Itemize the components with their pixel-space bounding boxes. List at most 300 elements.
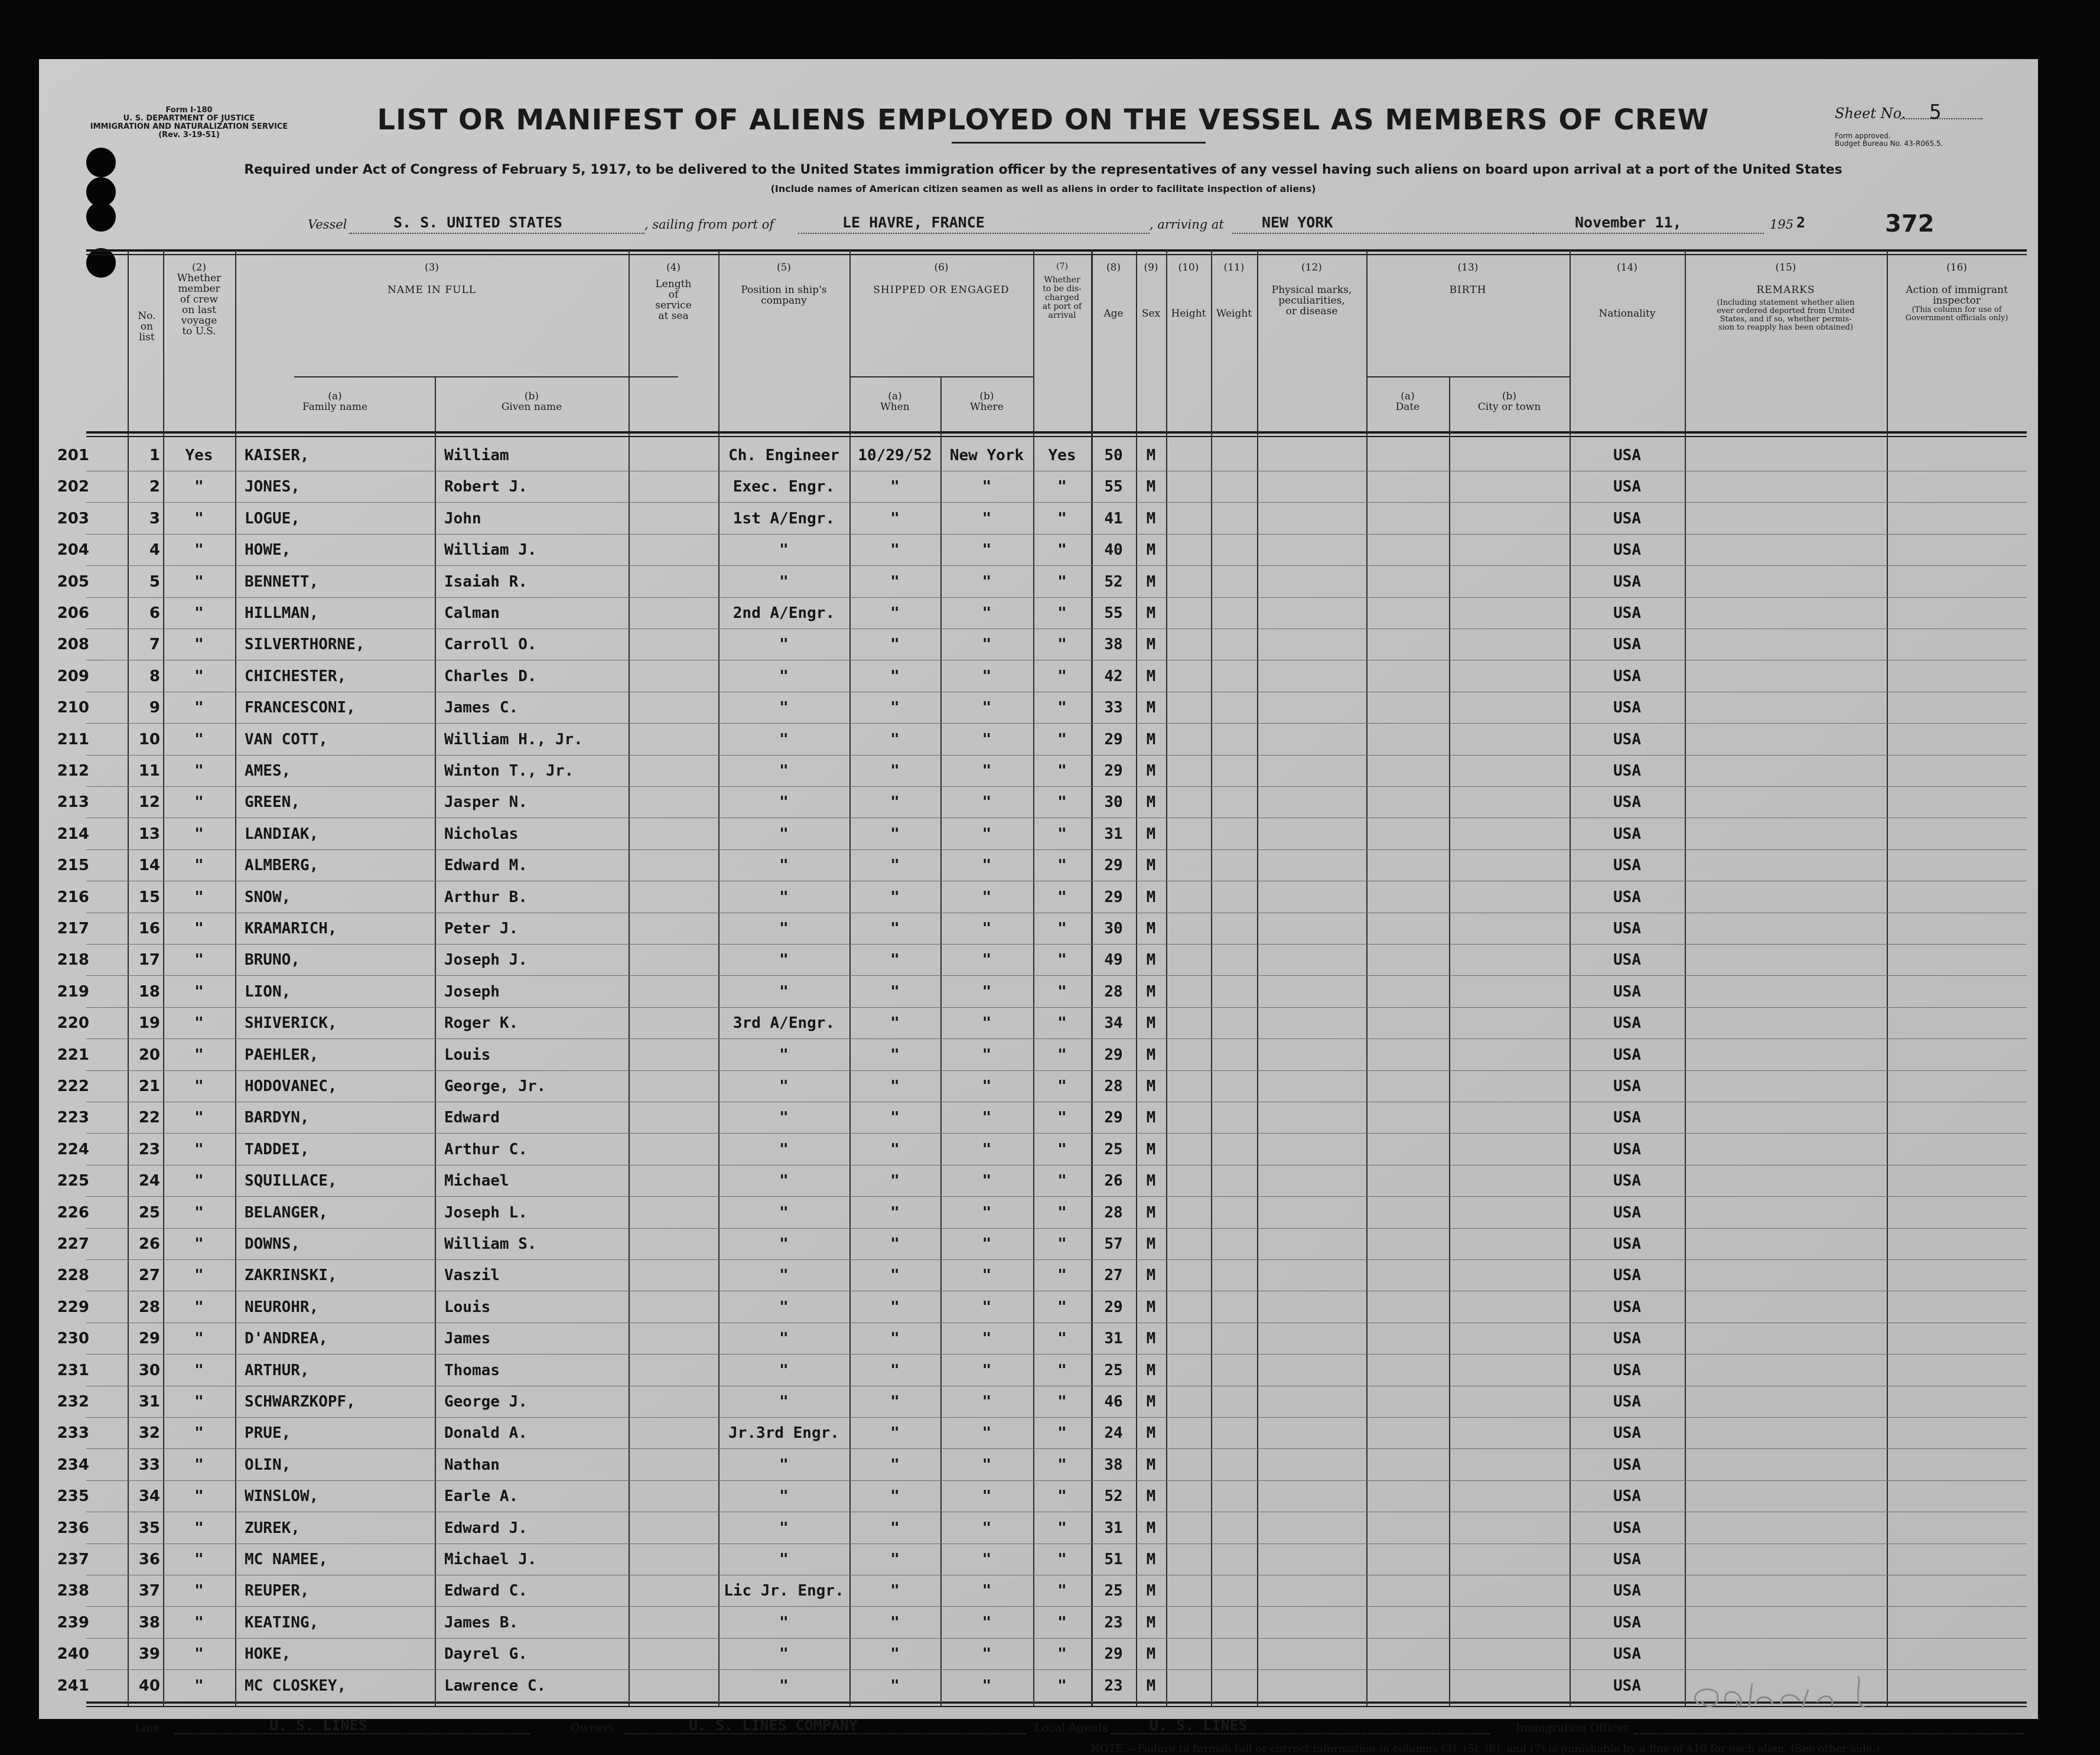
- nationality-cell: USA: [1613, 1109, 1641, 1127]
- col-header-birth: (13) BIRTH: [1449, 262, 1487, 296]
- position-cell: ": [779, 1361, 789, 1379]
- table-row: [57, 1512, 2027, 1544]
- sex-cell: M: [1146, 920, 1156, 937]
- col-header-position: (5) Position in ship's company: [741, 262, 827, 307]
- age-cell: 41: [1104, 509, 1123, 528]
- given-name-cell: Arthur C.: [444, 1140, 528, 1158]
- sex-cell: M: [1146, 1424, 1156, 1443]
- family-name-cell: SCHWARZKOPF,: [245, 1393, 356, 1411]
- sex-cell: M: [1146, 1172, 1156, 1190]
- age-cell: 27: [1104, 1266, 1123, 1285]
- position-cell: ": [779, 699, 789, 717]
- previous-voyage-cell: ": [194, 1140, 204, 1158]
- previous-voyage-cell: ": [194, 1582, 204, 1600]
- age-cell: 23: [1104, 1676, 1123, 1695]
- col-header-height: (10) Height: [1171, 262, 1206, 320]
- age-cell: 38: [1104, 1456, 1123, 1474]
- family-name-cell: WINSLOW,: [245, 1487, 319, 1506]
- discharge-at-arrival-cell: ": [1057, 920, 1067, 937]
- discharge-at-arrival-cell: ": [1057, 1298, 1067, 1316]
- given-name-cell: Edward M.: [444, 857, 528, 875]
- shipped-where-cell: ": [982, 604, 992, 622]
- given-name-cell: Nicholas: [444, 825, 519, 843]
- given-name-cell: George, Jr.: [444, 1077, 546, 1095]
- discharge-at-arrival-cell: ": [1057, 1172, 1067, 1190]
- given-name-cell: Joseph L.: [444, 1203, 528, 1222]
- position-cell: ": [779, 1551, 789, 1568]
- shipped-where-cell: ": [982, 1330, 992, 1348]
- stamp-number-cell: 213: [57, 793, 89, 812]
- table-row: [57, 1449, 2027, 1481]
- age-cell: 29: [1104, 1645, 1123, 1663]
- list-number-cell: 35: [138, 1519, 160, 1537]
- agents-value: U. S. LINES: [1150, 1717, 1248, 1734]
- position-cell: ": [779, 762, 789, 780]
- position-cell: Ch. Engineer: [728, 447, 839, 464]
- stamp-number-cell: 206: [57, 604, 89, 622]
- previous-voyage-cell: ": [194, 1613, 204, 1632]
- family-name-cell: HODOVANEC,: [245, 1077, 337, 1095]
- shipped-where-cell: ": [982, 857, 992, 875]
- table-row: [57, 566, 2027, 598]
- sex-cell: M: [1146, 1203, 1156, 1222]
- sex-cell: M: [1146, 1645, 1156, 1663]
- previous-voyage-cell: ": [194, 825, 204, 843]
- position-cell: ": [779, 793, 789, 812]
- given-name-cell: Peter J.: [444, 920, 519, 937]
- department-name: U. S. DEPARTMENT OF JUSTICE: [123, 114, 255, 123]
- previous-voyage-cell: ": [194, 667, 204, 685]
- discharge-at-arrival-cell: ": [1057, 699, 1067, 717]
- document-title: LIST OR MANIFEST OF ALIENS EMPLOYED ON THE VESSEL AS MEMBERS OF CREW: [377, 103, 1710, 136]
- sex-cell: M: [1146, 1456, 1156, 1474]
- list-number-cell: 13: [138, 825, 160, 843]
- sex-cell: M: [1146, 762, 1156, 780]
- stamp-number-cell: 201: [57, 447, 89, 464]
- previous-voyage-cell: ": [194, 1424, 204, 1443]
- shipped-where-cell: ": [982, 572, 992, 591]
- position-cell: ": [779, 1172, 789, 1190]
- list-number-cell: 15: [138, 888, 160, 906]
- previous-voyage-cell: ": [194, 951, 204, 969]
- col-header-family-name: (a) Family name: [302, 390, 368, 413]
- given-name-cell: James B.: [444, 1613, 519, 1632]
- table-row: [57, 1165, 2027, 1197]
- age-cell: 52: [1104, 572, 1123, 591]
- list-number-cell: 7: [149, 636, 160, 654]
- shipped-when-cell: ": [890, 1172, 900, 1190]
- previous-voyage-cell: ": [194, 1014, 204, 1033]
- stamp-number-cell: 209: [57, 667, 89, 685]
- shipped-where-cell: ": [982, 541, 992, 559]
- family-name-cell: BELANGER,: [245, 1203, 328, 1222]
- given-name-cell: Winton T., Jr.: [444, 762, 574, 780]
- previous-voyage-cell: ": [194, 1203, 204, 1222]
- position-cell: ": [779, 1645, 789, 1663]
- family-name-cell: KAISER,: [245, 447, 310, 464]
- shipped-where-cell: ": [982, 1613, 992, 1632]
- previous-voyage-cell: ": [194, 604, 204, 622]
- sex-cell: M: [1146, 1361, 1156, 1379]
- stamp-number-cell: 229: [57, 1298, 89, 1316]
- shipped-when-cell: ": [890, 572, 900, 591]
- shipped-when-cell: ": [890, 699, 900, 717]
- nationality-cell: USA: [1613, 1077, 1641, 1095]
- table-row: [57, 1291, 2027, 1323]
- previous-voyage-cell: ": [194, 857, 204, 875]
- previous-voyage-cell: ": [194, 699, 204, 717]
- family-name-cell: DOWNS,: [245, 1235, 300, 1253]
- table-row: [57, 439, 2027, 471]
- previous-voyage-cell: ": [194, 982, 204, 1001]
- col-header-inspector-action: (16) Action of immigrant inspector (This column for use of Government officials only): [1905, 262, 2008, 323]
- shipped-where-cell: ": [982, 1109, 992, 1127]
- manifest-sheet: [39, 59, 2038, 1755]
- position-cell: ": [779, 1298, 789, 1316]
- family-name-cell: NEUROHR,: [245, 1298, 319, 1316]
- age-cell: 31: [1104, 1330, 1123, 1348]
- nationality-cell: USA: [1613, 1361, 1641, 1379]
- family-name-cell: KRAMARICH,: [245, 920, 337, 937]
- stamp-number-cell: 205: [57, 572, 89, 591]
- table-row: [57, 944, 2027, 976]
- sex-cell: M: [1146, 793, 1156, 812]
- sex-cell: M: [1146, 1140, 1156, 1158]
- sex-cell: M: [1146, 1519, 1156, 1537]
- sex-cell: M: [1146, 1109, 1156, 1127]
- nationality-cell: USA: [1613, 447, 1641, 464]
- position-cell: ": [779, 1203, 789, 1222]
- revision-date: (Rev. 3-19-51): [158, 131, 220, 139]
- age-cell: 29: [1104, 1109, 1123, 1127]
- shipped-when-cell: ": [890, 604, 900, 622]
- sex-cell: M: [1146, 857, 1156, 875]
- sheet-label: Sheet No.: [1835, 105, 1906, 122]
- stamp-number-cell: 221: [57, 1046, 89, 1064]
- previous-voyage-cell: ": [194, 730, 204, 748]
- age-cell: 29: [1104, 857, 1123, 875]
- sex-cell: M: [1146, 1582, 1156, 1600]
- sex-cell: M: [1146, 1393, 1156, 1411]
- sex-cell: M: [1146, 604, 1156, 622]
- discharge-at-arrival-cell: ": [1057, 509, 1067, 528]
- shipped-when-cell: ": [890, 1361, 900, 1379]
- stamp-number-cell: 218: [57, 951, 89, 969]
- shipped-where-cell: ": [982, 1014, 992, 1033]
- discharge-at-arrival-cell: ": [1057, 1014, 1067, 1033]
- previous-voyage-cell: ": [194, 1361, 204, 1379]
- shipped-where-cell: ": [982, 1645, 992, 1663]
- shipped-where-cell: ": [982, 1077, 992, 1095]
- shipped-where-cell: ": [982, 951, 992, 969]
- family-name-cell: SNOW,: [245, 888, 291, 906]
- family-name-cell: ZAKRINSKI,: [245, 1266, 337, 1285]
- sex-cell: M: [1146, 1014, 1156, 1033]
- table-row: [57, 471, 2027, 503]
- given-name-cell: George J.: [444, 1393, 528, 1411]
- shipped-where-cell: ": [982, 1582, 992, 1600]
- shipped-when-cell: ": [890, 1456, 900, 1474]
- table-row: [57, 1638, 2027, 1670]
- shipped-when-cell: ": [890, 857, 900, 875]
- given-name-cell: John: [444, 509, 481, 528]
- given-name-cell: Arthur B.: [444, 888, 528, 906]
- family-name-cell: ALMBERG,: [245, 857, 319, 875]
- stamp-number-cell: 235: [57, 1487, 89, 1506]
- list-number-cell: 37: [138, 1582, 160, 1600]
- sex-cell: M: [1146, 825, 1156, 843]
- nationality-cell: USA: [1613, 1424, 1641, 1443]
- shipped-where-cell: ": [982, 825, 992, 843]
- list-number-cell: 17: [138, 951, 160, 969]
- discharge-at-arrival-cell: ": [1057, 1424, 1067, 1443]
- nationality-cell: USA: [1613, 1330, 1641, 1348]
- stamp-number-cell: 208: [57, 636, 89, 654]
- given-name-cell: Dayrel G.: [444, 1645, 528, 1663]
- nationality-cell: USA: [1613, 1046, 1641, 1064]
- owners-label: Owners: [571, 1721, 615, 1734]
- page-number: 372: [1885, 210, 1935, 237]
- stamp-number-cell: 211: [57, 730, 89, 748]
- list-number-cell: 27: [138, 1266, 160, 1285]
- discharge-at-arrival-cell: ": [1057, 1487, 1067, 1506]
- nationality-cell: USA: [1613, 1676, 1641, 1695]
- manifest-footer: [86, 1715, 2027, 1739]
- table-row: [57, 1070, 2027, 1102]
- given-name-cell: Vaszil: [444, 1266, 500, 1285]
- stamp-number-cell: 241: [57, 1676, 89, 1695]
- position-cell: ": [779, 1393, 789, 1411]
- given-name-cell: William J.: [444, 541, 537, 559]
- shipped-when-cell: ": [890, 1519, 900, 1537]
- position-cell: ": [779, 982, 789, 1001]
- officer-signature: [1681, 1672, 1988, 1719]
- position-cell: 3rd A/Engr.: [732, 1014, 835, 1033]
- table-row: [57, 786, 2027, 818]
- sailing-port: LE HAVRE, FRANCE: [842, 214, 985, 231]
- sheet-number: [1835, 100, 1942, 124]
- stamp-number-cell: 226: [57, 1203, 89, 1222]
- stamp-number-cell: 224: [57, 1140, 89, 1158]
- shipped-when-cell: ": [890, 1487, 900, 1506]
- shipped-when-cell: ": [890, 982, 900, 1001]
- discharge-at-arrival-cell: ": [1057, 1676, 1067, 1695]
- form-number: Form I-180: [165, 106, 213, 115]
- discharge-at-arrival-cell: ": [1057, 1519, 1067, 1537]
- stamp-number-cell: 204: [57, 541, 89, 559]
- discharge-at-arrival-cell: ": [1057, 888, 1067, 906]
- col-header-name: (3) NAME IN FULL: [387, 262, 477, 296]
- position-cell: ": [779, 1077, 789, 1095]
- nationality-cell: USA: [1613, 982, 1641, 1001]
- discharge-at-arrival-cell: ": [1057, 1551, 1067, 1568]
- nationality-cell: USA: [1613, 478, 1641, 496]
- age-cell: 29: [1104, 1046, 1123, 1064]
- given-name-cell: Edward C.: [444, 1582, 528, 1600]
- position-cell: ": [779, 920, 789, 937]
- age-cell: 33: [1104, 699, 1123, 717]
- discharge-at-arrival-cell: Yes: [1048, 447, 1076, 464]
- table-row: [57, 1259, 2027, 1291]
- shipped-where-cell: ": [982, 762, 992, 780]
- table-row: [57, 503, 2027, 535]
- age-cell: 55: [1104, 478, 1123, 496]
- previous-voyage-cell: ": [194, 1046, 204, 1064]
- sex-cell: M: [1146, 1077, 1156, 1095]
- shipped-where-cell: ": [982, 1487, 992, 1506]
- table-row: [57, 818, 2027, 850]
- previous-voyage-cell: ": [194, 888, 204, 906]
- table-row: [57, 1386, 2027, 1418]
- sex-cell: M: [1146, 699, 1156, 717]
- sheet-number-value: 5: [1929, 100, 1942, 124]
- previous-voyage-cell: ": [194, 793, 204, 812]
- col-header-physical-marks: (12) Physical marks, peculiarities, or disease: [1271, 262, 1352, 317]
- list-number-cell: 10: [138, 730, 160, 748]
- age-cell: 28: [1104, 982, 1123, 1001]
- officer-label: Immigration Officer: [1516, 1721, 1629, 1734]
- shipped-when-cell: ": [890, 825, 900, 843]
- position-cell: ": [779, 1456, 789, 1474]
- shipped-where-cell: ": [982, 1393, 992, 1411]
- sex-cell: M: [1146, 509, 1156, 528]
- vessel-name: S. S. UNITED STATES: [393, 214, 562, 231]
- position-cell: ": [779, 857, 789, 875]
- family-name-cell: OLIN,: [245, 1456, 291, 1474]
- given-name-cell: Charles D.: [444, 667, 537, 685]
- given-name-cell: Edward J.: [444, 1519, 528, 1537]
- stamp-number-cell: 231: [57, 1361, 89, 1379]
- family-name-cell: FRANCESCONI,: [245, 699, 356, 717]
- list-number-cell: 30: [138, 1361, 160, 1379]
- nationality-cell: USA: [1613, 920, 1641, 937]
- given-name-cell: William H., Jr.: [444, 730, 583, 748]
- discharge-at-arrival-cell: ": [1057, 604, 1067, 622]
- sex-cell: M: [1146, 1330, 1156, 1348]
- list-number-cell: 24: [138, 1172, 160, 1190]
- age-cell: 52: [1104, 1487, 1123, 1506]
- col-header-given-name: (b) Given name: [501, 390, 562, 413]
- sex-cell: M: [1146, 1613, 1156, 1632]
- family-name-cell: JONES,: [245, 478, 300, 496]
- position-cell: ": [779, 1140, 789, 1158]
- given-name-cell: Joseph: [444, 982, 500, 1001]
- family-name-cell: SHIVERICK,: [245, 1014, 337, 1033]
- previous-voyage-cell: ": [194, 762, 204, 780]
- discharge-at-arrival-cell: ": [1057, 762, 1067, 780]
- given-name-cell: Donald A.: [444, 1424, 528, 1443]
- list-number-cell: 2: [149, 478, 160, 496]
- discharge-at-arrival-cell: ": [1057, 1456, 1067, 1474]
- sex-cell: M: [1146, 636, 1156, 654]
- shipped-when-cell: ": [890, 1235, 900, 1253]
- shipped-where-cell: ": [982, 1298, 992, 1316]
- sex-cell: M: [1146, 730, 1156, 748]
- shipped-where-cell: ": [982, 982, 992, 1001]
- shipped-where-cell: ": [982, 1266, 992, 1285]
- discharge-at-arrival-cell: ": [1057, 825, 1067, 843]
- table-row: [57, 660, 2027, 692]
- col-header-crew-member: (2) Whether member of crew on last voyage to U.S.: [177, 262, 222, 337]
- position-cell: 1st A/Engr.: [732, 509, 835, 528]
- shipped-when-cell: ": [890, 1393, 900, 1411]
- given-name-cell: Louis: [444, 1298, 491, 1316]
- list-number-cell: 31: [138, 1393, 160, 1411]
- nationality-cell: USA: [1613, 1613, 1641, 1632]
- age-cell: 25: [1104, 1582, 1123, 1600]
- col-header-when: (a) When: [880, 390, 910, 413]
- line-value: U. S. LINES: [269, 1717, 367, 1734]
- table-row: [57, 1480, 2027, 1512]
- family-name-cell: LANDIAK,: [245, 825, 319, 843]
- arrival-port: NEW YORK: [1262, 214, 1333, 231]
- port-label: , sailing from port of: [644, 217, 774, 232]
- nationality-cell: USA: [1613, 1645, 1641, 1663]
- family-name-cell: TADDEI,: [245, 1140, 310, 1158]
- table-row: [57, 1197, 2027, 1229]
- list-number-cell: 3: [149, 509, 160, 528]
- shipped-when-cell: 10/29/52: [858, 447, 932, 464]
- shipped-when-cell: ": [890, 730, 900, 748]
- shipped-when-cell: ": [890, 1424, 900, 1443]
- given-name-cell: Nathan: [444, 1456, 500, 1474]
- previous-voyage-cell: ": [194, 1298, 204, 1316]
- sex-cell: M: [1146, 888, 1156, 906]
- shipped-when-cell: ": [890, 1109, 900, 1127]
- position-cell: ": [779, 1613, 789, 1632]
- stamp-number-cell: 237: [57, 1551, 89, 1568]
- discharge-at-arrival-cell: ": [1057, 951, 1067, 969]
- family-name-cell: HOWE,: [245, 541, 291, 559]
- sex-cell: M: [1146, 478, 1156, 496]
- shipped-when-cell: ": [890, 1645, 900, 1663]
- shipped-when-cell: ": [890, 1140, 900, 1158]
- table-row: [57, 1134, 2027, 1165]
- shipped-when-cell: ": [890, 1613, 900, 1632]
- shipped-when-cell: ": [890, 888, 900, 906]
- shipped-when-cell: ": [890, 920, 900, 937]
- col-header-birth-date: (a) Date: [1395, 390, 1420, 413]
- given-name-cell: Earle A.: [444, 1487, 519, 1506]
- age-cell: 50: [1104, 447, 1123, 464]
- discharge-at-arrival-cell: ": [1057, 1613, 1067, 1632]
- shipped-when-cell: ": [890, 762, 900, 780]
- col-header-remarks: (15) REMARKS (Including statement whether alien ever ordered deported from United States, and if so, whether permis- sion to reapply has been obtained): [1717, 262, 1855, 332]
- discharge-at-arrival-cell: ": [1057, 1140, 1067, 1158]
- agents-label: Local Agents: [1034, 1721, 1108, 1734]
- shipped-where-cell: ": [982, 667, 992, 685]
- shipped-where-cell: ": [982, 1140, 992, 1158]
- shipped-where-cell: ": [982, 888, 992, 906]
- family-name-cell: SILVERTHORNE,: [245, 636, 365, 654]
- year-label: 195: [1770, 217, 1794, 232]
- previous-voyage-cell: ": [194, 1551, 204, 1568]
- list-number-cell: 39: [138, 1645, 160, 1663]
- family-name-cell: REUPER,: [245, 1582, 310, 1600]
- shipped-when-cell: ": [890, 951, 900, 969]
- family-name-cell: BENNETT,: [245, 572, 319, 591]
- discharge-at-arrival-cell: ": [1057, 793, 1067, 812]
- family-name-cell: LION,: [245, 982, 291, 1001]
- discharge-at-arrival-cell: ": [1057, 1582, 1067, 1600]
- shipped-where-cell: ": [982, 1456, 992, 1474]
- col-header-shipped: (6) SHIPPED OR ENGAGED: [873, 262, 1010, 296]
- shipped-when-cell: ": [890, 1046, 900, 1064]
- list-number-cell: 40: [138, 1676, 160, 1695]
- family-name-cell: LOGUE,: [245, 509, 300, 528]
- sex-cell: M: [1146, 1676, 1156, 1695]
- given-name-cell: Louis: [444, 1046, 491, 1064]
